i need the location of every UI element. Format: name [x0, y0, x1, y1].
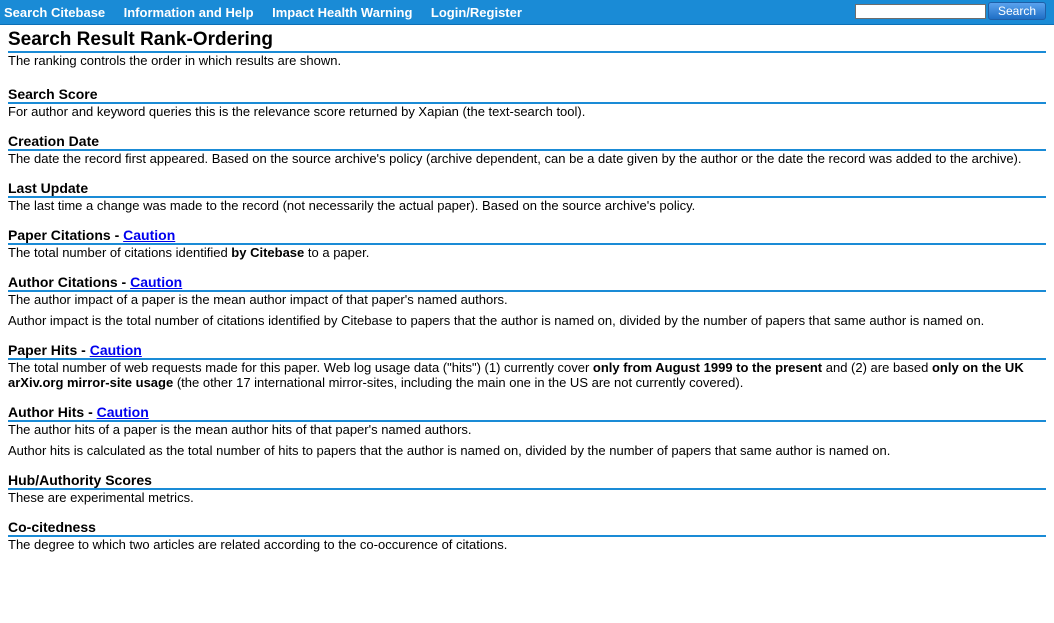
section-text: For author and keyword queries this is the relevance score returned by Xapian (the text-search tool). — [8, 104, 586, 119]
section-text: The date the record first appeared. Based on the source archive's policy (archive dependent, can be a date given by the author or the date the record was added to the archive). — [8, 151, 1022, 166]
section-title: Paper Hits - — [8, 342, 90, 358]
section-title: Hub/Authority Scores — [8, 472, 1046, 490]
search-input[interactable] — [855, 4, 986, 19]
section-title: Search Score — [8, 86, 1046, 104]
main-content — [0, 25, 1054, 552]
text-bold: by Citebase — [231, 245, 305, 260]
section-last-update — [8, 180, 1046, 213]
section-heading — [8, 274, 1046, 292]
caution-link[interactable]: Caution — [130, 274, 183, 290]
section-author-citations — [8, 274, 1046, 328]
section-title: Author Citations - — [8, 274, 131, 290]
section-paper-hits — [8, 342, 1046, 390]
section-heading — [8, 227, 1046, 245]
text-part: The total number of citations identified — [8, 245, 232, 260]
section-text: The degree to which two articles are related according to the co-occurence of citations. — [8, 537, 508, 552]
section-heading — [8, 342, 1046, 360]
nav-link-impact-health-warning[interactable]: Impact Health Warning — [272, 5, 413, 20]
section-author-hits — [8, 404, 1046, 458]
section-text: Author hits is calculated as the total number of hits to papers that the author is named on, divided by the number of papers that same author is named on. — [8, 443, 891, 458]
nav-link-login-register[interactable]: Login/Register — [430, 5, 522, 20]
section-title: Author Hits - — [8, 404, 97, 420]
text-bold: only from August 1999 to the present — [592, 360, 823, 375]
nav-link-information-and-help[interactable]: Information and Help — [123, 5, 254, 20]
section-text: The last time a change was made to the record (not necessarily the actual paper). Based on the source archive's policy. — [8, 198, 696, 213]
section-text: Author impact is the total number of citations identified by Citebase to papers that the author is named on, divided by the number of papers that same author is named on. — [8, 313, 985, 328]
section-title: Co-citedness — [8, 519, 1046, 537]
section-paper-citations — [8, 227, 1046, 260]
text-bold: only on the UK arXiv.org mirror-site usage — [8, 360, 1024, 390]
caution-link[interactable]: Caution — [96, 404, 149, 420]
text-part: (the other 17 international mirror-sites, including the main one in the US are not currently covered). — [173, 375, 744, 390]
text-part: The total number of web requests made for this paper. Web log usage data ("hits") (1) currently cover — [8, 360, 593, 375]
section-text: The author hits of a paper is the mean author hits of that paper's named authors. — [8, 422, 472, 437]
caution-link[interactable]: Caution — [89, 342, 142, 358]
section-co-citedness — [8, 519, 1046, 552]
nav-links — [4, 4, 536, 22]
page-intro: The ranking controls the order in which results are shown. — [8, 53, 342, 68]
section-creation-date — [8, 133, 1046, 166]
top-navigation-bar — [0, 0, 1054, 25]
section-text — [8, 360, 1046, 390]
section-title: Creation Date — [8, 133, 1046, 151]
section-text: These are experimental metrics. — [8, 490, 194, 505]
caution-link[interactable]: Caution — [123, 227, 176, 243]
section-text — [8, 245, 1046, 260]
search-button[interactable]: Search — [988, 2, 1046, 20]
section-text: The author impact of a paper is the mean author impact of that paper's named authors. — [8, 292, 508, 307]
nav-link-search-citebase[interactable]: Search Citebase — [4, 5, 106, 20]
section-search-score — [8, 86, 1046, 119]
section-title: Last Update — [8, 180, 1046, 198]
page-title: Search Result Rank-Ordering — [8, 29, 1046, 53]
section-heading — [8, 404, 1046, 422]
section-title: Paper Citations - — [8, 227, 124, 243]
section-hub-authority — [8, 472, 1046, 505]
text-part: and (2) are based — [822, 360, 932, 375]
text-part: to a paper. — [304, 245, 370, 260]
